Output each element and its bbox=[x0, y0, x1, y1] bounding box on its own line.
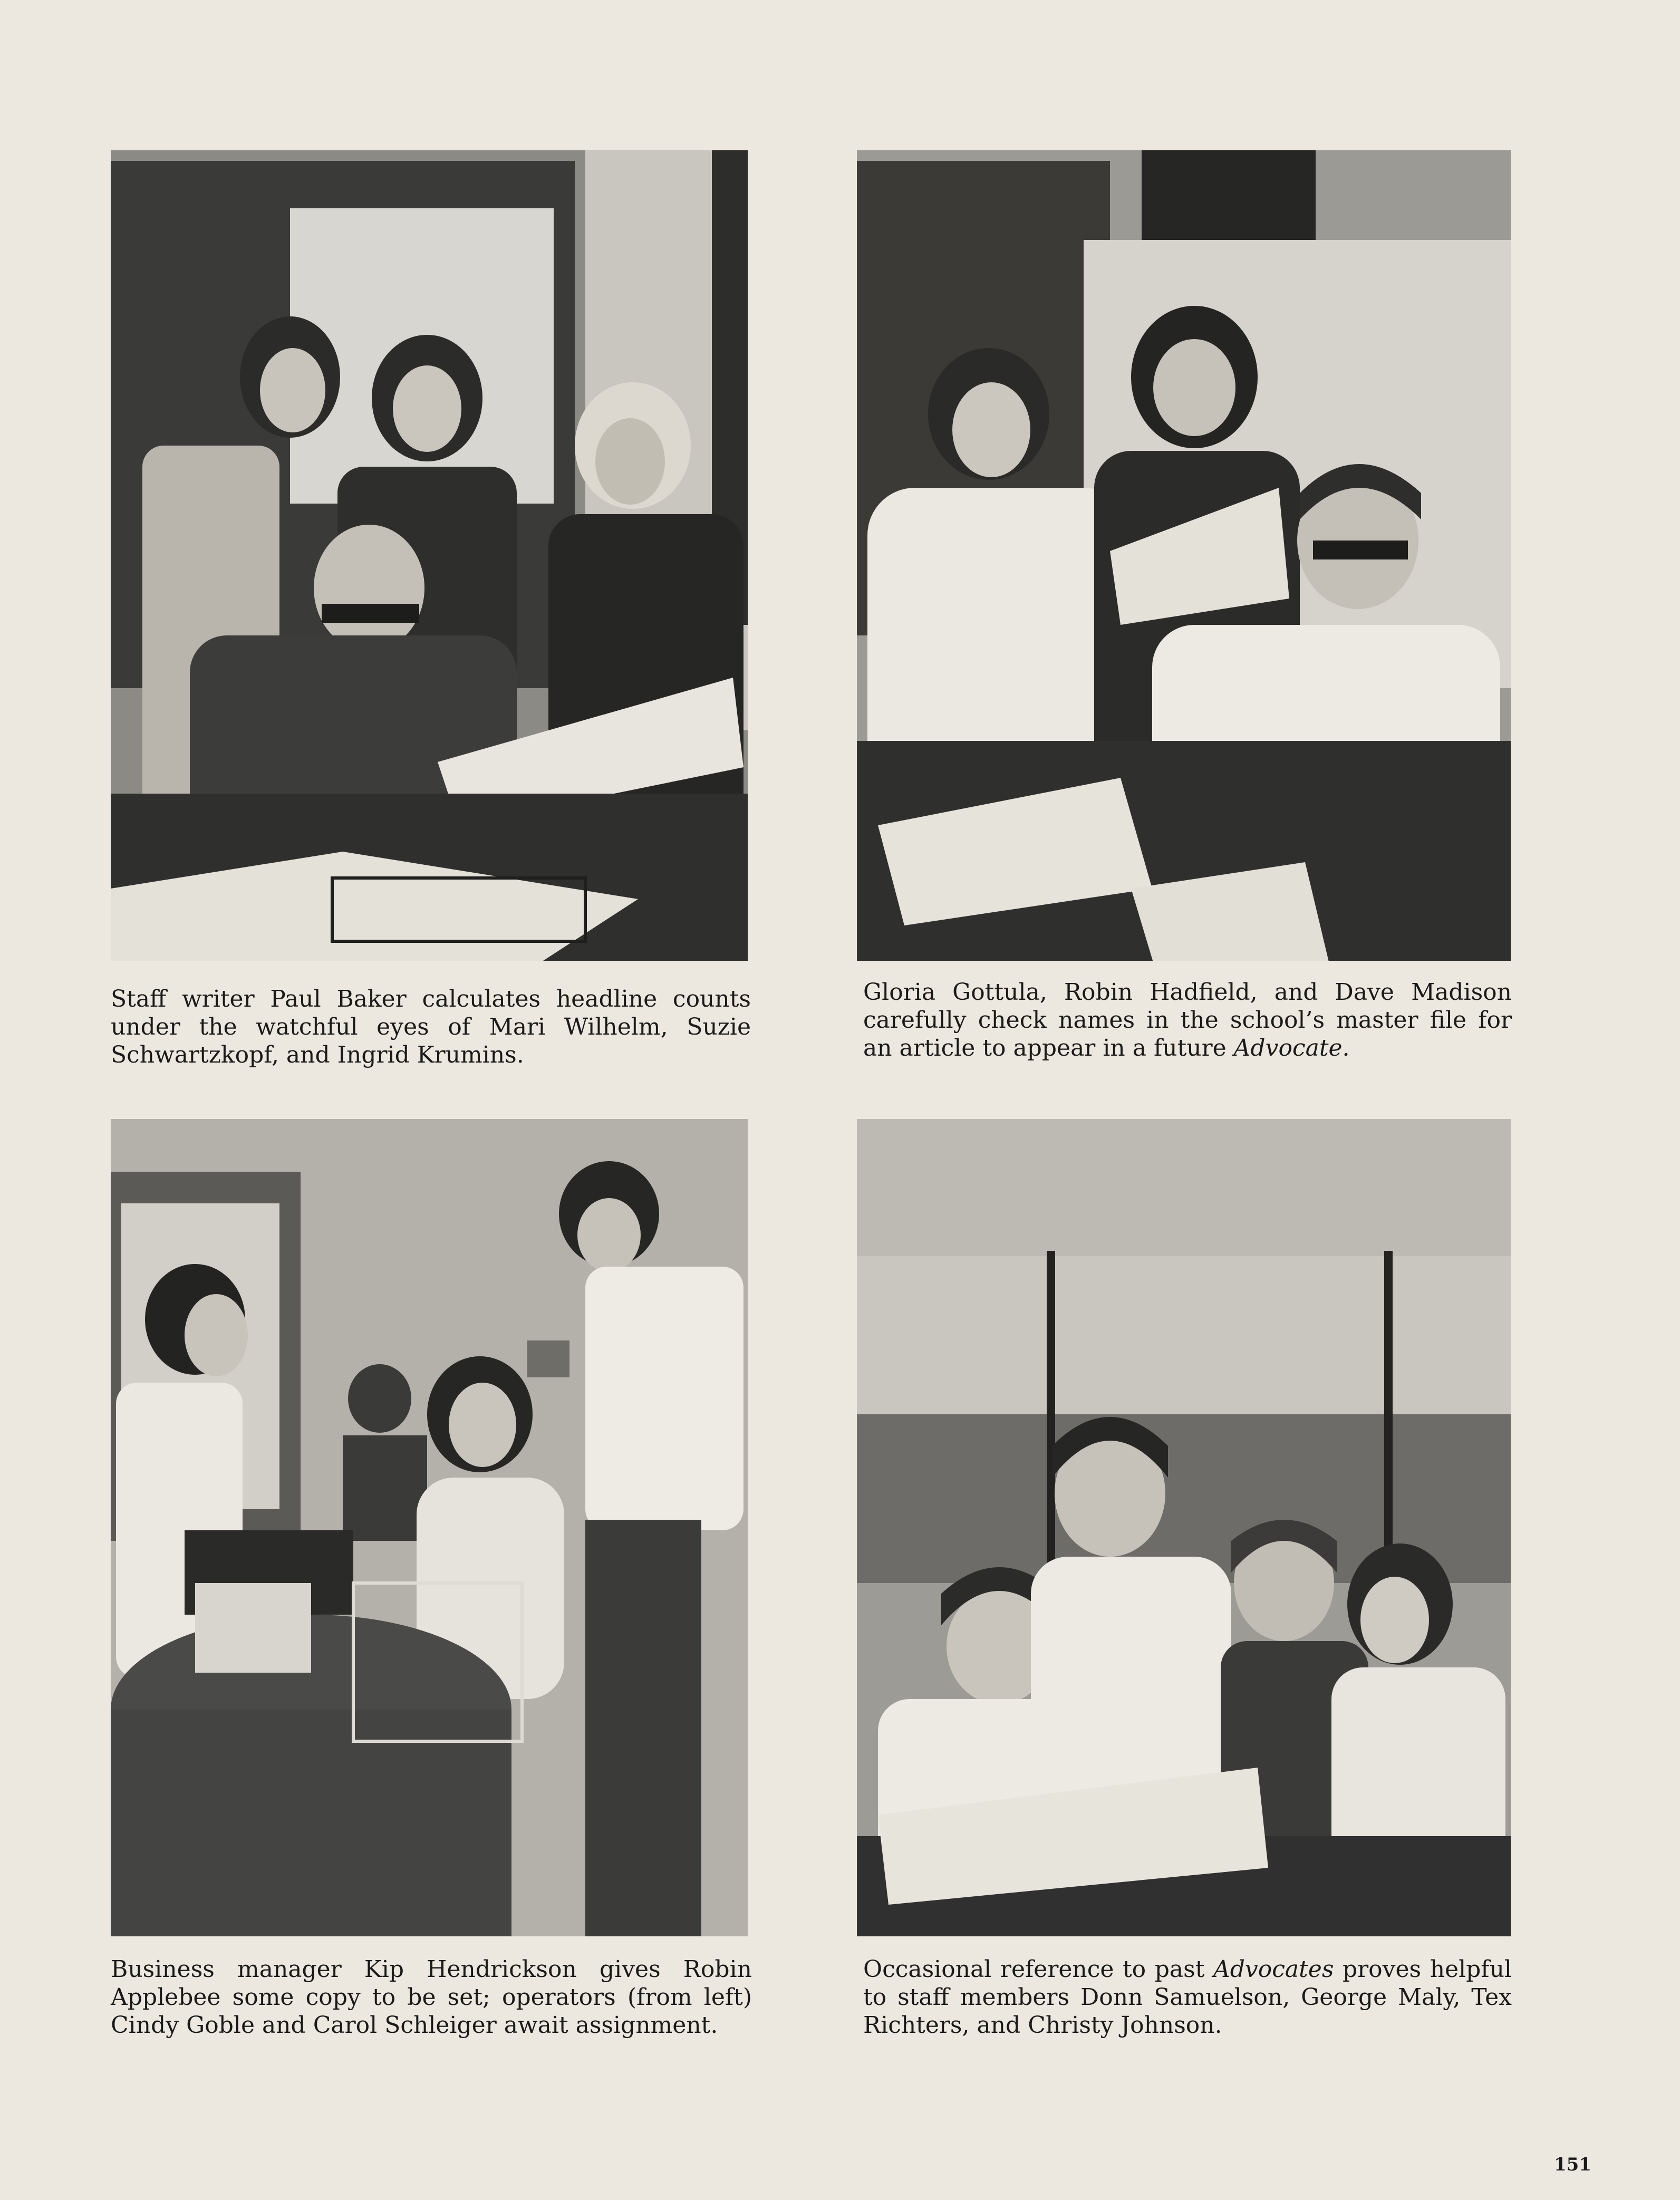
photo-master-file-image bbox=[857, 150, 1511, 961]
caption-photo-3 bbox=[111, 1955, 752, 2039]
photo-staff-writer-image bbox=[111, 150, 748, 961]
caption-photo-1 bbox=[111, 985, 751, 1069]
caption-4-part-1: Occasional reference to past bbox=[863, 1956, 1213, 1983]
photo-staff-writer-headline-counts bbox=[111, 150, 748, 961]
caption-4-text bbox=[863, 1955, 1512, 2039]
photo-business-manager-image bbox=[111, 1119, 748, 1936]
photo-master-file-check bbox=[857, 150, 1511, 961]
photo-business-manager-copy bbox=[111, 1119, 748, 1936]
photo-past-advocates-image bbox=[857, 1119, 1511, 1936]
caption-4-publication-name: Advocates bbox=[1213, 1956, 1334, 1983]
caption-1-text bbox=[111, 985, 751, 1069]
caption-2-text bbox=[863, 978, 1512, 1062]
caption-photo-2 bbox=[863, 978, 1512, 1062]
caption-photo-4 bbox=[863, 1955, 1512, 2039]
photo-past-advocates-reference bbox=[857, 1119, 1511, 1936]
caption-2-part-1: Gloria Gottula, Robin Hadfield, and Dave Madison carefully check names in the school’s master file for an article to appear in a future bbox=[863, 979, 1512, 1062]
caption-3-part-1: Business manager Kip Hendrickson gives Robin Applebee some copy to be set; operators (from left) Cindy Goble and Carol Schleiger await assignment. bbox=[111, 1956, 752, 2039]
caption-2-publication-name: Advocate. bbox=[1233, 1035, 1350, 1062]
caption-1-part-1: Staff writer Paul Baker calculates headline counts under the watchful eyes of Mari Wilhelm, Suzie Schwartzkopf, and Ingrid Krumins. bbox=[111, 986, 751, 1068]
page-number: 151 bbox=[1554, 2154, 1591, 2175]
caption-4-part-3: proves helpful to staff members Donn Samuelson, George Maly, Tex Richters, and Christy Johnson. bbox=[863, 1956, 1512, 2039]
caption-3-text bbox=[111, 1955, 752, 2039]
